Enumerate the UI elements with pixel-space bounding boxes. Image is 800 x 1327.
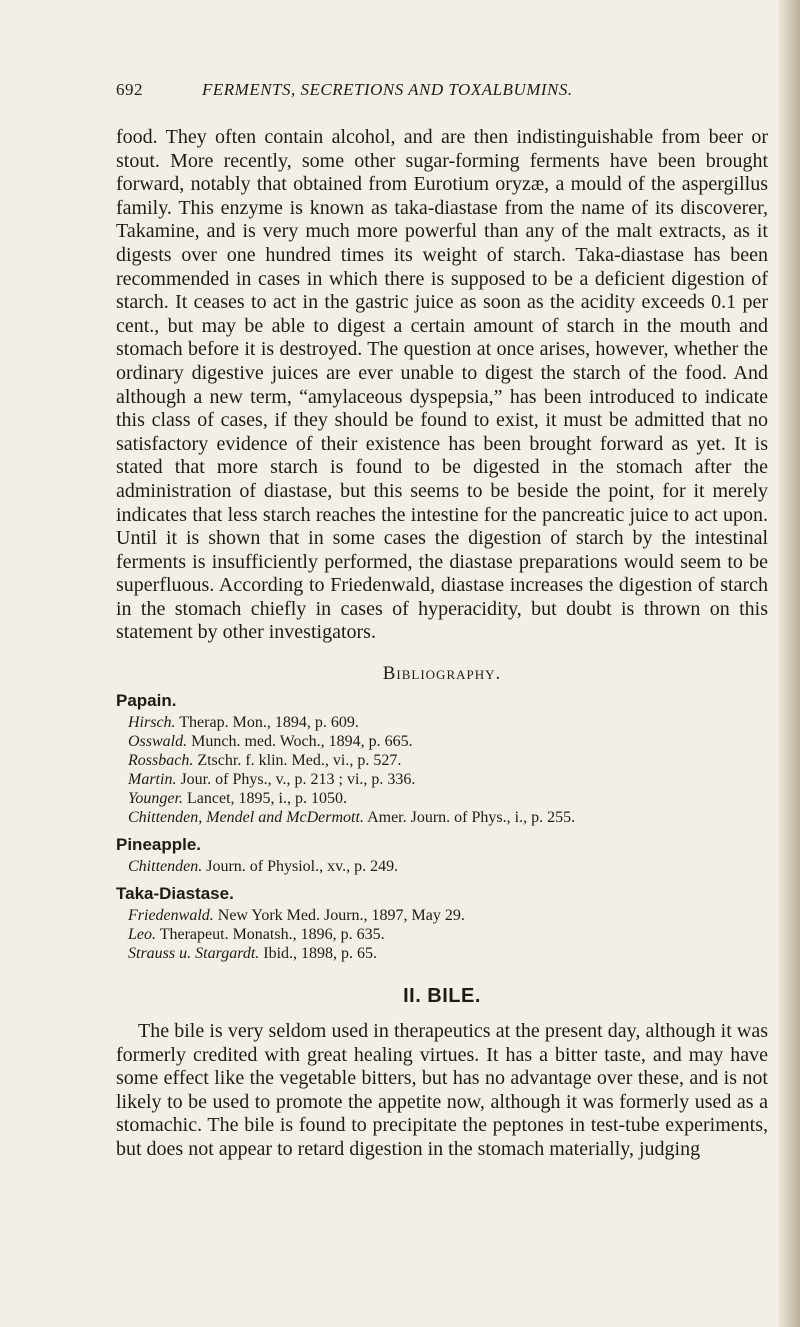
ref-text: Lancet, 1895, i., p. 1050. (186, 790, 347, 808)
ref-text: Ztschr. f. klin. Med., vi., p. 527. (197, 752, 402, 770)
ref-author: Friedenwald. (128, 907, 214, 925)
ref-text: Amer. Journ. of Phys., i., p. 255. (367, 809, 576, 827)
chapter-heading: II. BILE. (403, 985, 481, 1008)
ref-text: Therap. Mon., 1894, p. 609. (179, 714, 359, 732)
ref-text: Ibid., 1898, p. 65. (263, 945, 378, 963)
body-paragraph: food. They often contain alcohol, and are then indistinguishable from beer or stout. More recently, some other sugar-forming ferments have been brought forward, notably that obtained from Eurotium oryzæ, a mould of the aspergillus family. This enzyme is known as taka-diastase from the name of its discoverer, Takamine, and is very much more powerful than any of the malt extracts, as it digests over one hundred times its weight of starch. Taka-diastase has been recommended in cases in which there is supposed to be a deficient digestion of starch. It ceases to act in the gastric juice as soon as the acidity exceeds 0.1 per cent., but may be able to digest a certain amount of starch in the mouth and stomach before it is destroyed. The question at once arises, however, whether the ordinary digestive juices are ever unable to digest the starch of the food. And although a new term, “amylaceous dyspepsia,” has been introduced to indicate this class of cases, if they should be found to exist, it must be admitted that no satisfactory evidence of their existence has been brought forward as yet. It is stated that more starch is found to be digested in the stomach after the administration of diastase, but this seems to be beside the point, for it merely indicates that less starch reaches the intestine for the pancreatic juice to act upon. Until it is shown that in some cases the digestion of starch by the intestinal ferments is insufficiently performed, the diastase preparations would seem to be superfluous. According to Friedenwald, diastase increases the digestion of starch in the stomach chiefly in cases of hyperacidity, but doubt is thrown on this statement by other investigators. (116, 126, 768, 644)
bibliography-section-pineapple (116, 835, 768, 876)
ref-author: Hirsch. (128, 714, 176, 732)
reference (128, 789, 768, 808)
ref-text: Therapeut. Monatsh., 1896, p. 635. (159, 926, 385, 944)
page-edge (778, 0, 800, 1327)
chapter-paragraph: The bile is very seldom used in therapeutics at the present day, although it was formerly credited with great healing virtues. It has a bitter taste, and may have some effect like the vegetable bitters, but has no advantage over these, and is not likely to be used to promote the appetite now, although it was formerly used as a stomachic. The bile is found to precipitate the peptones in test-tube experiments, but does not appear to retard digestion in the stomach materially, judging (116, 1020, 768, 1161)
ref-author: Strauss u. Stargardt. (128, 945, 260, 963)
page-content (116, 126, 768, 1162)
ref-author: Chittenden, Mendel and McDermott. (128, 809, 364, 827)
ref-author: Martin. (128, 771, 177, 789)
ref-author: Leo. (128, 926, 156, 944)
reference (128, 906, 768, 925)
reference (128, 751, 768, 770)
running-title: FERMENTS, SECRETIONS AND TOXALBUMINS. (202, 80, 573, 99)
reference (128, 944, 768, 963)
ref-text: Jour. of Phys., v., p. 213 ; vi., p. 336. (180, 771, 416, 789)
reference (128, 732, 768, 751)
ref-text: Journ. of Physiol., xv., p. 249. (206, 858, 399, 876)
reference (128, 857, 768, 876)
ref-author: Chittenden. (128, 858, 203, 876)
section-label: Pineapple. (116, 835, 202, 855)
page-number: 692 (116, 80, 143, 99)
ref-author: Osswald. (128, 733, 188, 751)
bibliography-heading: Bibliography. (382, 663, 502, 685)
section-label: Papain. (116, 691, 177, 711)
bibliography-section-taka-diastase (116, 884, 768, 963)
ref-author: Younger. (128, 790, 183, 808)
reference (128, 925, 768, 944)
bibliography-section-papain (116, 691, 768, 827)
ref-author: Rossbach. (128, 752, 194, 770)
reference (128, 713, 768, 732)
reference (128, 808, 768, 827)
reference (128, 770, 768, 789)
section-label: Taka-Diastase. (116, 884, 234, 904)
ref-text: New York Med. Journ., 1897, May 29. (217, 907, 465, 925)
ref-text: Munch. med. Woch., 1894, p. 665. (191, 733, 413, 751)
